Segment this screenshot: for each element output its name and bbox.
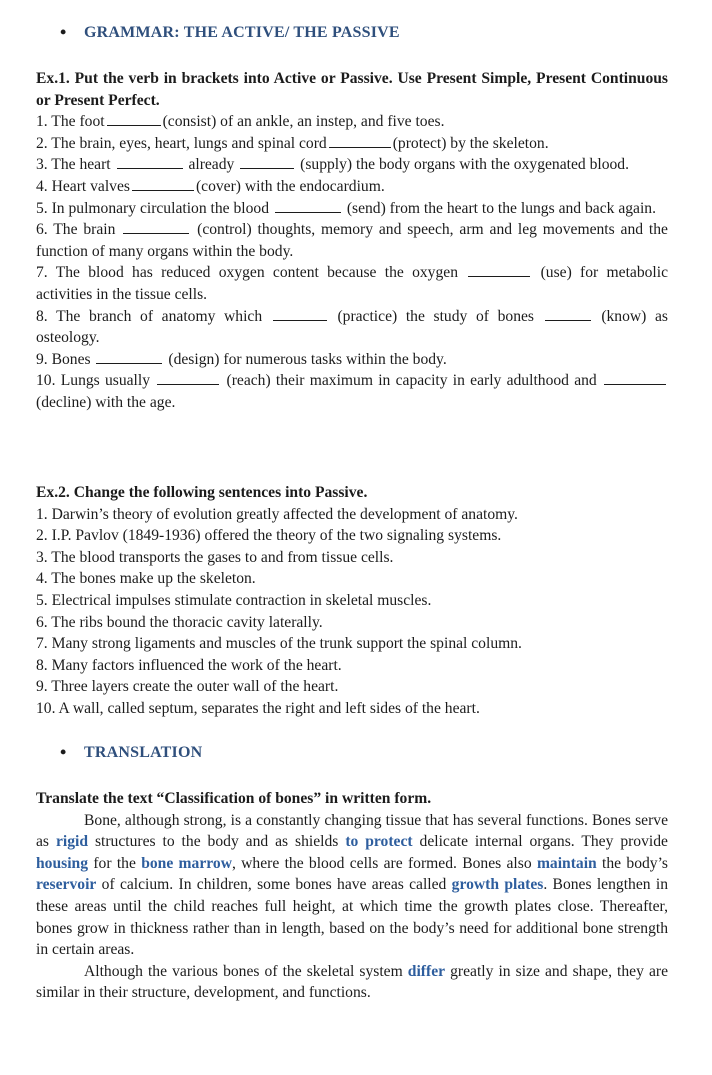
bullet-icon: • <box>60 22 67 42</box>
text-paragraph: Bone, although strong, is a constantly changing tissue that has several functions. Bones serve as rigid structures to the body and as shields to protect delicate internal organs. They provide housing for the bone marrow, where the blood cells are formed. Bones also maintain the body’s reservoir of calcium. In children, some bones have areas called growth plates. Bones lengthen in these areas until the child reaches full height, at which time the growth plates close. Thereafter, bones grow in thickness rather than in length, based on the body’s need for additional bone strength in certain areas. <box>36 811 668 959</box>
exercise-1-item: 4. Heart valves (cover) with the endocardium. <box>36 177 385 195</box>
answer-blank <box>275 198 341 213</box>
exercise-1-item: 8. The branch of anatomy which (practice) the study of bones (know) as osteology. <box>36 307 668 347</box>
translation-task <box>36 788 668 1004</box>
keyword: rigid <box>55 833 88 851</box>
exercise-2-title: Ex.2. Change the following sentences into Passive. <box>36 484 368 501</box>
text-paragraph: Although the various bones of the skeletal system differ greatly in size and shape, they are similar in their structure, development, and functions. <box>36 962 668 1002</box>
exercise-2-item: 2. I.P. Pavlov (1849-1936) offered the theory of the two signaling systems. <box>36 527 502 545</box>
keyword: bone marrow <box>141 854 232 872</box>
exercise-1-item: 2. The brain, eyes, heart, lungs and spinal cord (protect) by the skeleton. <box>36 134 549 152</box>
keyword: growth plates <box>451 876 544 894</box>
keyword: housing <box>36 854 89 872</box>
answer-blank <box>117 154 183 169</box>
exercise-2-item: 4. The bones make up the skeleton. <box>36 570 256 588</box>
answer-blank <box>468 262 530 277</box>
answer-blank <box>329 133 391 148</box>
answer-blank <box>240 154 294 169</box>
answer-blank <box>157 370 219 385</box>
answer-blank <box>273 306 327 321</box>
answer-blank <box>107 111 161 126</box>
bullet-icon: • <box>60 742 67 762</box>
exercise-2-item: 5. Electrical impulses stimulate contraction in skeletal muscles. <box>36 591 432 609</box>
exercise-1-item: 3. The heart already (supply) the body organs with the oxygenated blood. <box>36 156 630 174</box>
answer-blank <box>96 349 162 364</box>
exercise-2 <box>36 482 668 720</box>
answer-blank <box>545 306 591 321</box>
exercise-1-item: 7. The blood has reduced oxygen content because the oxygen (use) for metabolic activities in the tissue cells. <box>36 264 669 303</box>
exercise-1-title: Ex.1. Put the verb in brackets into Active or Passive. Use Present Simple, Present Continuous or Present Perfect. <box>36 70 668 109</box>
exercise-2-item: 1. Darwin’s theory of evolution greatly affected the development of anatomy. <box>36 505 518 523</box>
exercise-2-item: 10. A wall, called septum, separates the right and left sides of the heart. <box>36 699 480 717</box>
answer-blank <box>123 219 189 234</box>
keyword: reservoir <box>36 876 97 894</box>
exercise-2-item: 7. Many strong ligaments and muscles of the trunk support the spinal column. <box>36 635 522 653</box>
exercise-2-item: 6. The ribs bound the thoracic cavity laterally. <box>36 613 323 631</box>
translation-task-title: Translate the text “Classification of bones” in written form. <box>36 790 432 807</box>
keyword: differ <box>407 962 446 980</box>
answer-blank <box>604 370 666 385</box>
exercise-2-item: 9. Three layers create the outer wall of the heart. <box>36 678 339 696</box>
exercise-2-item: 8. Many factors influenced the work of the heart. <box>36 656 342 674</box>
exercise-2-item: 3. The blood transports the gases to and from tissue cells. <box>36 548 394 566</box>
keyword: to protect <box>345 833 413 851</box>
exercise-1-item: 5. In pulmonary circulation the blood (send) from the heart to the lungs and back again. <box>36 199 656 217</box>
exercise-1-item: 9. Bones (design) for numerous tasks within the body. <box>36 350 447 368</box>
exercise-1-item: 6. The brain (control) thoughts, memory and speech, arm and leg movements and the function of many organs within the body. <box>36 221 668 260</box>
exercise-1-item: 1. The foot (consist) of an ankle, an instep, and five toes. <box>36 113 445 131</box>
document-page: • GRAMMAR: THE ACTIVE/ THE PASSIVE Ex.1. Put the verb in brackets into Active or Passive. Use Present Simple, Present Continuous or Present Perfect. 1. The foot (consist) of an ankle, an instep, and five toes. 2. The brain, eyes, heart, lungs and spinal cord (protect) by the skeleton. 3. The heart already (supply) the body organs with the oxygenated blood. 4. Heart valves (cover) with the endocardium. 5. In pulmonary circulation the blood (send) from the heart to the lungs and back again. 6. The brain (control) thoughts, memory and speech, arm and leg movements and the function of many organs within the body. 7. The blood has reduced oxygen content because the oxygen (use) for metabolic activities in the tissue cells. 8. The branch of anatomy which (practice) the study of bones (know) as osteology. 9. Bones (design) for numerous tasks within the body. 10. Lungs usually (reach) their maximum in capacity in early adulthood and (decline) with the age. Ex.2. Change the following sentences into Passive. 1. Darwin’s theory of evolution greatly affected the development of anatomy. 2. I.P. Pavlov (1849-1936) offered the theory of the two signaling systems. 3. The blood transports the gases to and from tissue cells. 4. The bones make up the skeleton. 5. Electrical impulses stimulate contraction in skeletal muscles. 6. The ribs bound the thoracic cavity laterally. 7. Many strong ligaments and muscles of the trunk support the spinal column. 8. Many factors influenced the work of the heart. 9. Three layers create the outer wall of the heart. 10. A wall, called septum, separates the right and left sides of the heart. • TRANSLATION Translate the text “Classification of bones” in written form. Bone, although strong, is a constantly changing tissue that has several functions. Bones serve as rigid structures to the body and as shields to protect delicate internal organs. They provide housing for the bone marrow, where the blood cells are formed. Bones also maintain the body’s reservoir of calcium. In children, some bones have areas called growth plates. Bones lengthen in these areas until the child reaches full height, at which time the growth plates close. Thereafter, bones grow in thickness rather than in length, based on the body’s need for additional bone strength in certain areas. Although the various bones of the skeletal system differ greatly in size and shape, they are similar in their structure, development, and functions. <box>0 0 712 1075</box>
exercise-1-item: 10. Lungs usually (reach) their maximum in capacity in early adulthood and (decline) with the age. <box>36 370 668 413</box>
answer-blank <box>132 176 194 191</box>
keyword: maintain <box>536 854 597 872</box>
exercise-1 <box>36 68 668 414</box>
